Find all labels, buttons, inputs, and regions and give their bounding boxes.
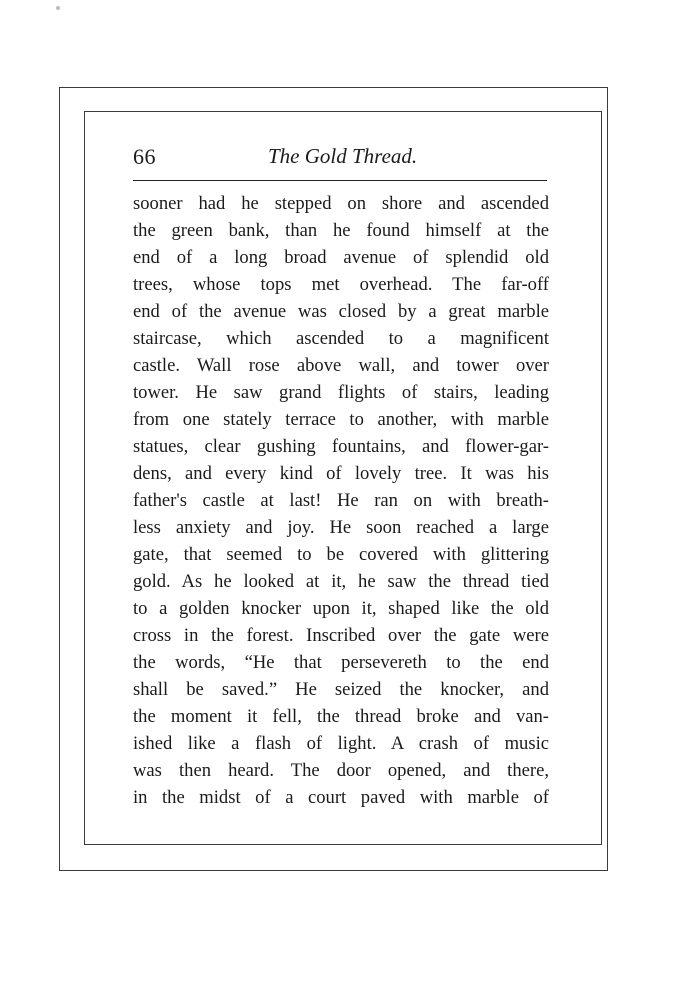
- text-line: the moment it fell, the thread broke and van-: [133, 706, 549, 727]
- text-line: statues, clear gushing fountains, and flower-gar-: [133, 436, 549, 457]
- text-line: the green bank, than he found himself at the: [133, 220, 549, 241]
- running-head-title: The Gold Thread.: [268, 144, 418, 168]
- text-line: gold. As he looked at it, he saw the thread tied: [133, 571, 549, 592]
- text-line: tower. He saw grand flights of stairs, leading: [133, 382, 549, 403]
- text-line: to a golden knocker upon it, shaped like the old: [133, 598, 549, 619]
- text-line: end of a long broad avenue of splendid old: [133, 247, 549, 268]
- text-line: was then heard. The door opened, and there,: [133, 760, 549, 781]
- scan-speck: [56, 6, 60, 10]
- body-text: [133, 190, 549, 811]
- text-line: in the midst of a court paved with marble of: [133, 787, 549, 808]
- header-rule: [133, 180, 547, 181]
- text-line: cross in the forest. Inscribed over the gate were: [133, 625, 549, 646]
- text-line: sooner had he stepped on shore and ascended: [133, 193, 549, 214]
- text-line: from one stately terrace to another, with marble: [133, 409, 549, 430]
- text-line: end of the avenue was closed by a great marble: [133, 301, 549, 322]
- text-line: staircase, which ascended to a magnificent: [133, 328, 549, 349]
- text-line: father's castle at last! He ran on with breath-: [133, 490, 549, 511]
- text-line: gate, that seemed to be covered with glittering: [133, 544, 549, 565]
- text-line: shall be saved.” He seized the knocker, and: [133, 679, 549, 700]
- text-line: the words, “He that persevereth to the end: [133, 652, 549, 673]
- text-line: dens, and every kind of lovely tree. It was his: [133, 463, 549, 484]
- text-line: trees, whose tops met overhead. The far-off: [133, 274, 549, 295]
- page-number: 66: [133, 144, 156, 169]
- text-line: castle. Wall rose above wall, and tower over: [133, 355, 549, 376]
- text-line: less anxiety and joy. He soon reached a large: [133, 517, 549, 538]
- text-line: ished like a flash of light. A crash of music: [133, 733, 549, 754]
